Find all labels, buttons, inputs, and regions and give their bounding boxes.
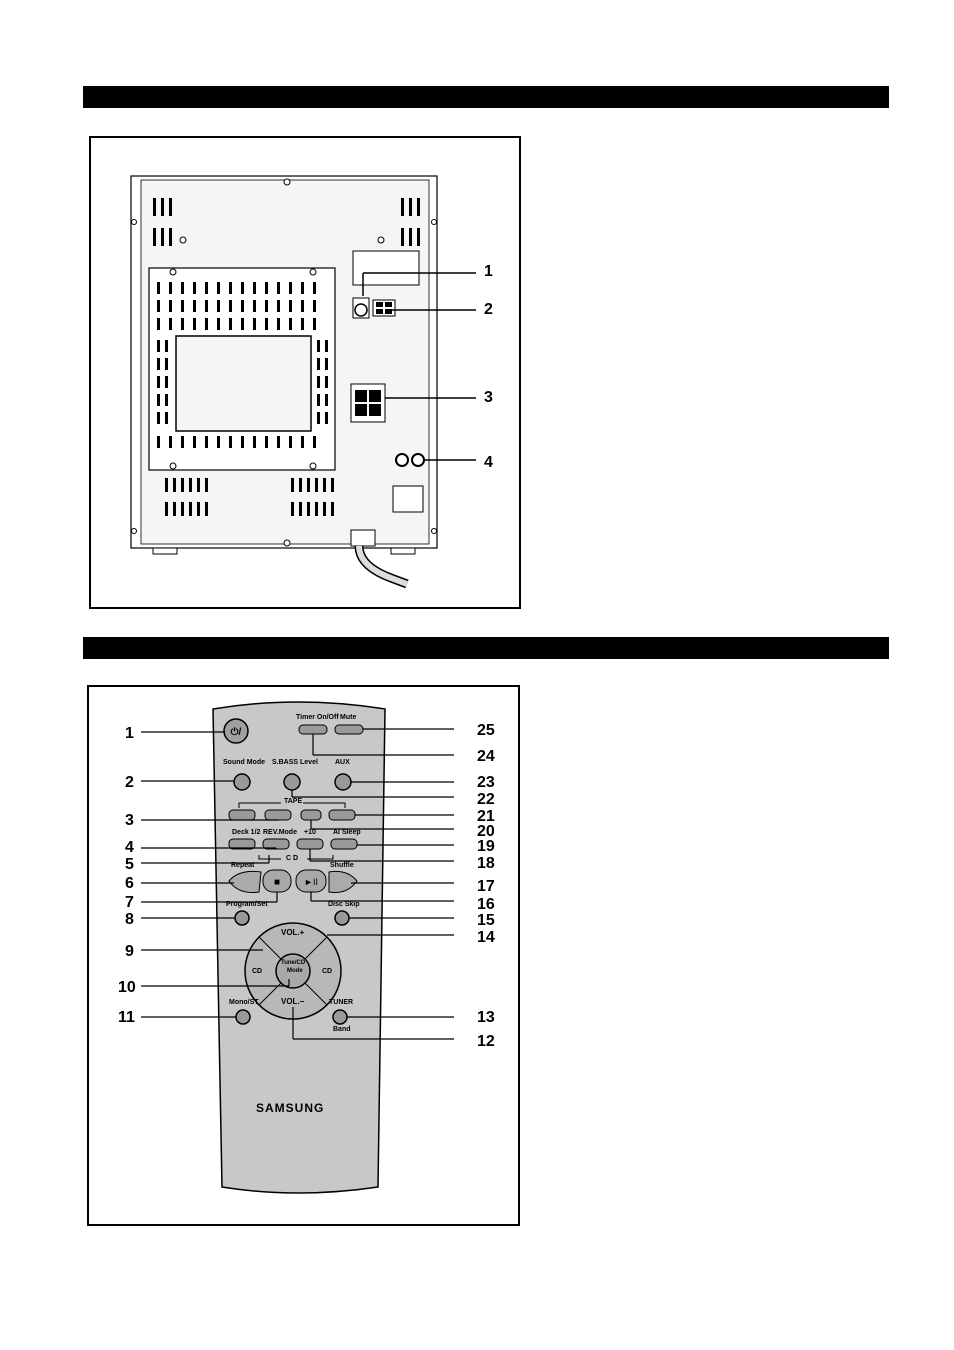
sound-mode-label: Sound Mode: [223, 759, 265, 766]
repeat-label: Repeat: [231, 862, 255, 869]
remote-drawing: [89, 687, 518, 1224]
remote-callout-left-3: 3: [125, 812, 134, 829]
tuner-label: TUNER: [329, 999, 354, 1006]
ai-sleep-label: AI Sleep: [333, 829, 361, 836]
rear-callout-3: 3: [484, 389, 493, 406]
remote-callout-right-24: 24: [477, 748, 495, 765]
remote-callout-left-5: 5: [125, 856, 134, 873]
remote-callout-right-17: 17: [477, 878, 495, 895]
mono-st-label: Mono/ST: [229, 999, 259, 1006]
cd-group-label: C D: [286, 855, 299, 862]
mute-label: Mute: [340, 714, 357, 721]
plus10-label: +10: [304, 829, 316, 836]
sbass-level-label: S.BASS Level: [272, 759, 318, 766]
program-set-label: Program/Set: [226, 901, 268, 908]
remote-callout-right-16: 16: [477, 896, 495, 913]
cd-prev-label: CD: [252, 968, 263, 975]
remote-callout-left-1: 1: [125, 725, 134, 742]
remote-callout-right-20: 20: [477, 823, 495, 840]
rear-panel-drawing: [91, 138, 519, 607]
remote-callout-right-14: 14: [477, 929, 495, 946]
section-header-bar-remote: [83, 637, 889, 659]
rear-callout-4: 4: [484, 454, 493, 471]
rear-callout-2: 2: [484, 301, 493, 318]
remote-callout-left-10: 10: [118, 979, 136, 996]
band-label: Band: [333, 1026, 351, 1033]
disc-skip-label: Disc Skip: [328, 901, 360, 908]
remote-callout-right-25: 25: [477, 722, 495, 739]
remote-callout-left-8: 8: [125, 911, 134, 928]
vol-down-label: VOL.−: [281, 997, 305, 1006]
section-header-bar-rear: [83, 86, 889, 108]
remote-callout-left-2: 2: [125, 774, 134, 791]
remote-callout-right-19: 19: [477, 838, 495, 855]
rev-mode-label: REV.Mode: [263, 829, 297, 836]
remote-callout-left-6: 6: [125, 875, 134, 892]
timer-onoff-label: Timer On/Off: [296, 714, 339, 721]
svg-text:■: ■: [273, 877, 281, 888]
remote-callout-right-23: 23: [477, 774, 495, 791]
remote-callout-right-18: 18: [477, 855, 495, 872]
remote-callout-left-4: 4: [125, 839, 134, 856]
cd-next-label: CD: [322, 968, 333, 975]
rear-panel-figure: [89, 136, 521, 609]
remote-callout-left-7: 7: [125, 894, 134, 911]
remote-figure: [87, 685, 520, 1226]
remote-callout-right-22: 22: [477, 791, 495, 808]
tune-cd-mode-label-2: Mode: [287, 968, 303, 974]
tape-label: TAPE: [284, 798, 303, 805]
svg-text:⏻/: ⏻/: [230, 727, 242, 738]
remote-callout-right-13: 13: [477, 1009, 495, 1026]
remote-callout-right-21: 21: [477, 808, 495, 825]
tune-cd-mode-label-1: Tune/CD: [281, 960, 306, 966]
shuffle-label: Shuffle: [330, 862, 354, 869]
deck-label: Deck 1/2: [232, 829, 261, 836]
remote-callout-right-12: 12: [477, 1033, 495, 1050]
brand-logo: SAMSUNG: [256, 1101, 325, 1115]
remote-callout-left-11: 11: [118, 1009, 135, 1026]
svg-text:►II: ►II: [304, 877, 318, 887]
remote-callout-left-9: 9: [125, 943, 134, 960]
rear-callout-1: 1: [484, 263, 493, 280]
vol-up-label: VOL.+: [281, 928, 305, 937]
remote-callout-right-15: 15: [477, 912, 495, 929]
aux-label: AUX: [335, 759, 350, 766]
